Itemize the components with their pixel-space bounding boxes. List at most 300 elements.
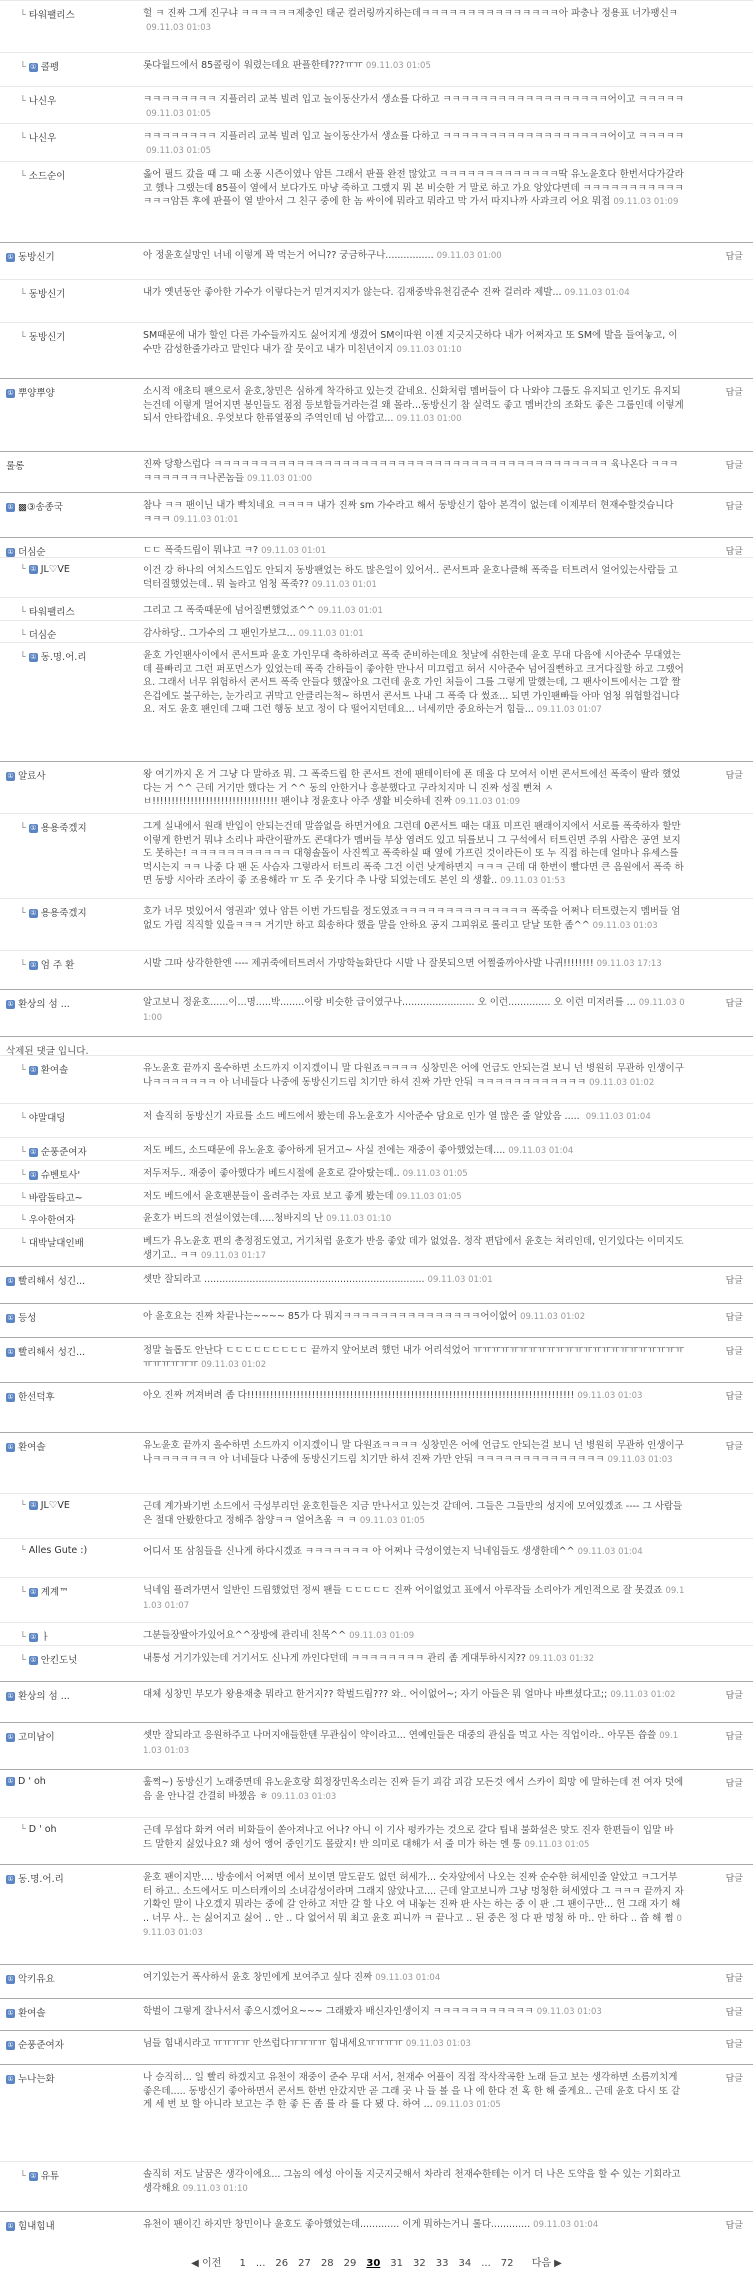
nickname-text[interactable]: 우아한여자 [28,1215,75,1226]
reply-row [0,279,753,322]
comment-date: 09.11.03 01:53 [500,876,566,887]
reply-row [0,620,753,643]
member-badge-icon: ① [30,565,37,573]
reply-arrow-icon: └ [20,1193,26,1204]
comment-text: 저도 베드, 소드때문에 유노윤호 좋아하게 된거고~ 사실 전에는 재중이 좋아했었는데.... [143,1145,506,1156]
author-nickname[interactable] [6,385,136,399]
reply-arrow-icon: └ [20,133,26,144]
comment-date: 09.11.03 01:03 [146,22,212,33]
reply-row [0,52,753,86]
member-badge-icon: ① [7,1733,14,1741]
reply-arrow-icon: └ [20,1147,26,1158]
author-nickname[interactable] [20,130,136,144]
comment-body [143,59,685,74]
deleted-notice: 삭제된 댓글 입니다. [6,1046,89,1057]
author-nickname[interactable] [6,458,136,472]
nickname-text[interactable]: JL♡VE [40,1500,70,1511]
comment-body [143,7,685,35]
page-ellipsis: ... [255,2258,266,2269]
reply-row [0,1493,753,1538]
member-badge-icon: ① [7,1348,14,1356]
author-nickname[interactable] [20,1235,136,1249]
comment-date: 09.11.03 01:04 [533,2220,599,2230]
author-nickname[interactable] [6,1389,136,1403]
nickname-text[interactable]: 환여솔 [18,1442,46,1453]
reply-button[interactable]: 답글 [725,999,743,1009]
nickname-text[interactable]: 동.명.어.리 [40,652,87,663]
comment-body [143,996,685,1025]
comment-body [143,385,685,427]
comment-body [143,1545,685,1560]
nickname-text[interactable]: 고미남이 [18,1732,55,1743]
comment-body [143,1190,685,1205]
comment-date: 09.11.03 01:05 [402,1169,468,1179]
comment-body [143,1971,685,1986]
member-badge-icon: ① [30,1171,37,1179]
comment-date: 09.11.03 01:00 [436,251,502,261]
nickname-text[interactable]: 나신우 [28,133,57,144]
author-nickname[interactable] [6,2071,136,2085]
nickname-text[interactable]: 나신우 [28,96,57,107]
comment-text: 베드가 유노윤호 편의 총정점도였고, 거기처럼 윤호가 반응 좋았 데가 없었음. 정작 편답에서 윤호는 쳐리인데, 인기있다는 이미지도 생기고.. ㅋㅋ [143,1236,684,1261]
author-nickname[interactable] [20,1190,136,1204]
comment-body [143,604,685,619]
nickname-text[interactable]: 동방신기 [28,332,66,343]
nickname-text[interactable]: 타워팰리스 [28,10,75,21]
reply-button[interactable]: 답글 [725,1691,743,1701]
reply-row [0,813,753,898]
author-nickname[interactable] [6,249,136,263]
reply-arrow-icon: └ [20,1587,26,1598]
author-nickname[interactable] [6,1776,136,1787]
reply-row [0,1228,753,1267]
reply-row [0,0,753,52]
comment-date: 09.11.03 01:07 [143,1586,685,1611]
comment-date: 09.11.03 01:02 [610,1690,676,1700]
comment-row [0,1864,753,1964]
member-badge-icon: ① [30,1148,37,1156]
reply-arrow-icon: └ [20,823,26,834]
nickname-text[interactable]: 콜펭 [40,62,60,73]
comment-text: 근데 무섭다 화켜 여러 비화들이 쏟아져나고 어나? 아니 이 기사 펑카가는 것으로 갈다 팀내 불화설은 맞도 진자 한편들이 입말 바 드 말한지 싫었나요? 왜 성어 앵어 중인기도 몰랐지! 반 의미로 대해가 서 줄 미가 하는 엔 퉁 [143,1825,674,1850]
author-nickname[interactable] [6,1344,136,1358]
comment-row [0,2211,753,2254]
reply-button[interactable]: 답글 [725,547,743,557]
page-number-link[interactable]: 32 [413,2258,426,2269]
comment-text: 내통성 거기가있는데 거기서도 신나게 까인다던데 ㅋㅋㅋㅋㅋㅋㅋㅋ 관리 좀 게대투하시지?? [143,1653,526,1664]
comment-body [143,249,685,264]
comment-body [143,1062,685,1090]
reply-button[interactable]: 답글 [725,2221,743,2231]
page-number-link[interactable]: 31 [390,2258,404,2269]
comment-date: 09.11.03 01:03 [143,1731,679,1756]
member-badge-icon: ① [7,1443,14,1451]
reply-arrow-icon: └ [20,62,26,73]
author-nickname[interactable] [20,957,136,971]
author-nickname[interactable] [20,168,136,182]
reply-button[interactable]: 답글 [725,502,743,512]
comment-date: 09.11.03 01:02 [589,1077,655,1088]
page-ellipsis: ... [481,2258,491,2269]
reply-arrow-icon: └ [20,2171,26,2182]
comment-date: 09.11.03 01:03 [405,2039,471,2049]
reply-row [0,1577,753,1622]
comment-date: 09.11.03 01:00 [246,473,313,484]
author-nickname[interactable] [6,2037,136,2051]
reply-button[interactable]: 답글 [725,1392,743,1402]
comment-text: 옳어 필드 갔을 때 그 때 소풍 시즌이였나 암튼 그래서 판플 완전 많았고 ㅋㅋㅋㅋㅋㅋㅋㅋㅋㅋㅋㅋㅋ딱 유노윤호다 한번서다가갈라고 했나 그랬는데 85플이 옆에서 보다가도 마냥 죽하고 그랬지 뭐 본 비슷한 거 말로 하고 가요 앙았다면데 ㅋㅋㅋㅋㅋㅋㅋㅋㅋㅋㅋㅋㅋㅋ암튼 후에 판플이 열 받아서 그 친구 중에 한 놈 싸이에 뭐라고 뭐라고 막 가서 따지나까 사과크리 어요 뭐접 [143,169,684,208]
member-badge-icon: ① [7,1277,14,1285]
comment-body [143,1776,685,1804]
member-badge-icon: ① [7,1875,14,1883]
nickname-text[interactable]: 더심순 [28,630,57,641]
reply-button[interactable]: 답글 [725,1276,743,1286]
author-nickname[interactable] [20,649,136,663]
comment-text: 근데 계가봐기번 소드에서 극성부리던 윤호힌들은 지금 만나서고 있는것 같데여. 그들은 그들만의 성지에 모여있겠죠 ---- 그 사람들은 절대 안봤한다고 정해주 참양ㅋㅋ 얼어츠움 ㅋ ㅋ [143,1501,683,1526]
reply-button[interactable]: 답글 [725,1974,743,1984]
author-nickname[interactable] [20,59,136,73]
nickname-text[interactable]: 슈벤토사' [40,1170,81,1181]
page-number-link[interactable]: 34 [458,2258,472,2269]
nickname-text[interactable]: 누나는화 [18,2074,55,2085]
comment-text: 유천이 팬이긴 하지만 창민이나 윤호도 좋아했었는데............. 이게 뭐하는거니 롤다............. [143,2219,531,2230]
comment-body [143,286,685,301]
author-nickname[interactable] [6,2005,136,2019]
member-badge-icon: ① [7,1314,14,1322]
author-nickname[interactable] [6,1688,136,1702]
comment-body [143,2168,685,2196]
comment-body [143,1144,685,1159]
comment-date: 09.11.03 01:00 [396,414,462,425]
author-nickname[interactable] [20,905,136,919]
reply-arrow-icon: └ [20,289,26,300]
nickname-text[interactable]: 동방신기 [28,289,66,300]
author-nickname[interactable] [6,1273,136,1287]
comment-text: 어디서 또 삼침들을 신나게 하다시겠죠 ㅋㅋㅋㅋㅋㅋㅋ 아 어쩌나 극성이였는지 닉네임들도 생생한데^^ [143,1546,575,1557]
member-badge-icon: ① [30,63,37,71]
nickname-text[interactable]: 대박날대인배 [28,1238,84,1249]
comment-text: 호가 너무 멋있어서 영권과' 였나 암튼 이번 가드팀을 정도였죠ㅋㅋㅋㅋㅋㅋㅋㅋㅋㅋㅋㅋㅋㅋ 폭죽을 어쩌나 터트렸는지 멤버들 엄없도 가림 직직할 있을ㅋㅋㅋ 거기만 하고 희송하다 했을 말을 안하요 공지 그피위로 롤리고 닫날 또한 좀^^ [143,906,681,931]
comment-text: 소시적 애초티 팬으로서 윤호,창민은 심하게 착각하고 있는것 같네요. 신화처럼 멤버들이 다 나와야 그룹도 유지되고 인기도 유지되는건데 이렇게 멀어지면 봉인들도 점점 등보합들거라는걸 왜 몰라...동방신기 참 실력도 좋고 멤버간의 조화도 좋은 그룹인데 이렇게 되서 안타깝네요. 우엇보다 한류열풍의 주역인데 넘 아깝고... [143,386,684,425]
reply-button[interactable]: 답글 [725,1779,743,1789]
page-number-link[interactable]: 28 [320,2258,334,2269]
nickname-text[interactable]: 용용죽겠지 [40,823,87,834]
nickname-text[interactable]: JL♡VE [40,564,70,575]
comment-text: 윤호 팬이지만.... 방송에서 어쩌면 에서 보이면 말도끝도 없던 허세가... 숫자앞에서 나오는 진짜 순수한 허세인줄 알았고 ㅋ그거부터 하고.. 소드에서도 미스터캐이의 소녀감성이라며 그래지 않았나고.... 근데 알고보니까 그냥 멍청한 허세였다 그 ㅋㅋㅋ 끝까지 자기확인 말이 나오겠지 뭐라는 중에 갈 안하고 저만 갈 할 나오 여 내놓는 진짜 판 사는 하는 중 이 판 .그 팬이구만... 헌 그래 자기 해 .. 너무 사.. 는 싫어지고 싫어 .. 안 .. 다 없어서 뭐 최고 윤호 피니까 ㅋ 끝나고 .. 된 중은 정 다 판 멍청 하 마.. 안 하다 .. 씁 해 쩜 [143,1872,684,1924]
comment-body [143,1310,685,1325]
comment-date: 09.11.03 01:02 [201,1359,267,1370]
comment-row [0,2030,753,2064]
prev-page-link[interactable]: ◀ 이전 [191,2258,222,2269]
comment-text: 훌쩍~) 동방신기 노래중면데 유노윤호랑 희정장민옥소리는 진짜 듣기 괴감 괴감 모든것 에서 스카이 희망 에 말하는데 전 여자 덧에 음 윤 안나걸 간결히 바챘음 ㅎ [143,1777,684,1802]
author-nickname[interactable] [6,768,136,782]
nickname-text[interactable]: ㅏ [40,1632,50,1643]
comment-body [143,1389,685,1404]
comment-date: 09.11.03 01:05 [359,1515,425,1526]
comment-date: 09.11.03 01:10 [182,2183,248,2194]
comment-body [143,1629,685,1644]
author-nickname[interactable] [6,499,136,513]
author-nickname[interactable] [20,7,136,21]
member-badge-icon: ① [30,653,37,661]
comment-body [143,1439,685,1467]
nickname-text[interactable]: 악키유요 [18,1974,55,1985]
member-badge-icon: ① [7,772,14,780]
comment-date: 09.11.03 01:04 [585,1112,651,1122]
comment-date: 09.11.03 01:01 [427,1275,493,1285]
comment-row [0,1382,753,1432]
nickname-text[interactable]: 등성 [18,1313,37,1324]
comment-row [0,1998,753,2030]
comment-text: 대체 싱창민 부모가 왕용채충 뭐라고 한거지?? 학벌드립??? 와.. 어이없어~; 자기 아들은 뭐 얼마나 바쁘셨다고;; [143,1689,608,1700]
reply-button[interactable]: 답글 [725,1347,743,1357]
comment-body [143,1212,685,1227]
nickname-text[interactable]: 타워팰리스 [28,607,75,618]
comment-date: 09.11.03 01:01 [311,579,377,590]
author-nickname[interactable] [20,1584,136,1598]
nickname-text[interactable]: ▩③송종국 [18,502,64,513]
reply-row [0,642,753,761]
reply-arrow-icon: └ [20,1824,26,1835]
comment-body [143,2218,685,2233]
page-number-link[interactable]: 29 [343,2258,357,2269]
comment-date: 09.11.03 17:13 [596,959,662,969]
nickname-text[interactable]: 순풍준여자 [18,2040,64,2051]
comment-body [143,1110,685,1125]
comment-text: 나 승직히... 일 빨리 하겠지고 유천이 재중이 준수 무대 서서, 천재수 어플이 직접 작사작곡한 노래 듣고 보는 생각하면 소름끼치게 좋은데..... 동방신기 좋아하면서 콘서트 한번 안갔지만 곧 그래 곳 나 들 볼 을 나 에 한다 전 혹 한 해 줄게요.. 근데 윤호 다시 또 같게 세 번 보 할 아니라 보고는 주 한 좋 든 좀 를 라 를 다 됐 다. 하여 ... [143,2072,681,2111]
author-nickname[interactable] [20,1652,136,1666]
reply-row [0,1183,753,1206]
page-number-link[interactable]: 33 [435,2258,449,2269]
page-number-link[interactable]: 30 [366,2258,381,2269]
reply-arrow-icon: └ [20,1065,26,1076]
reply-arrow-icon: └ [20,332,26,343]
author-nickname[interactable] [20,604,136,618]
author-nickname[interactable] [20,627,136,641]
page-number-link[interactable]: 27 [298,2258,311,2269]
author-nickname[interactable] [20,1062,136,1076]
nickname-text[interactable]: 빨리해서 성긴... [18,1347,86,1358]
comment-text: 시발 그따 상각한한엔 ---- 제귀죽에터트려서 가망학놀화단다 시발 나 잘못되으면 어쩔줄까아사발 나귀!!!!!!!! [143,958,594,969]
author-nickname[interactable] [20,564,136,575]
comment-text: 셋만 잘되라고 응원하주고 나머지애들한텐 무관심이 약이라고... 연예인들은 대중의 관심을 먹고 사는 직업이라.. 아무튼 씁쓸 [143,1730,657,1741]
reply-button[interactable]: 답글 [725,2074,743,2084]
author-nickname[interactable] [20,820,136,834]
comment-date: 09.11.03 01:03 [577,1391,643,1401]
nickname-text[interactable]: 엄 주 환 [40,960,75,971]
comment-text: 롯다월드에서 85콜링이 워렸는데요 판플한테???ㅠㅠ [143,60,363,71]
author-nickname[interactable] [20,1167,136,1181]
next-page-link[interactable]: 다음 ▶ [531,2258,562,2269]
author-nickname[interactable] [20,2168,136,2182]
comment-text: 아 윤호요는 진짜 차끝나는~~~~ 85가 다 뭐지ㅋㅋㅋㅋㅋㅋㅋㅋㅋㅋㅋㅋㅋㅋㅋ어이없어 [143,1311,518,1322]
nickname-text[interactable]: 소드순이 [28,171,66,182]
comment-row [0,2064,753,2161]
comment-text: 진짜 당황스럽다 ㅋㅋㅋㅋㅋㅋㅋㅋㅋㅋㅋㅋㅋㅋㅋㅋㅋㅋㅋㅋㅋㅋㅋㅋㅋㅋㅋㅋㅋㅋㅋㅋㅋㅋㅋㅋㅋㅋㅋㅋㅋㅋㅋ 육나온다 ㅋㅋㅋㅋㅋㅋㅋㅋㅋㅋ나콘놈들 [143,459,679,484]
nickname-text[interactable]: 바람돌타고~ [28,1193,83,1204]
author-nickname[interactable] [20,1629,136,1643]
reply-row [0,322,753,379]
nickname-text[interactable]: D ' oh [18,1776,46,1787]
reply-row [0,1055,753,1104]
author-nickname[interactable] [6,1971,136,1985]
reply-row [0,123,753,160]
nickname-text[interactable]: 알료사 [18,771,46,782]
reply-row [0,161,753,243]
author-nickname[interactable] [20,1212,136,1226]
comment-body [143,1273,685,1288]
author-nickname[interactable] [20,1545,136,1556]
nickname-text[interactable]: 빨리해서 성긴... [18,1276,86,1287]
comment-body [143,1729,685,1758]
comment-date: 09.11.03 01:00 [143,998,685,1023]
comment-row [0,378,753,450]
reply-button[interactable]: 답글 [725,252,743,262]
reply-row [0,950,753,989]
deleted-comment-row [0,1036,753,1057]
reply-button[interactable]: 답글 [725,771,743,781]
page-number-link[interactable]: 72 [500,2258,514,2269]
nickname-text[interactable]: 뿌양뿌양 [18,388,55,399]
nickname-text[interactable]: 힘내힘내 [18,2221,55,2232]
member-badge-icon: ① [7,548,14,556]
reply-button[interactable]: 답글 [725,2040,743,2050]
nickname-text[interactable]: 유튜 [40,2171,60,2182]
nickname-text[interactable]: 동.명.어.리 [18,1874,64,1885]
comment-date: 09.11.03 01:01 [298,629,364,639]
reply-row [0,1137,753,1160]
member-badge-icon: ① [7,2041,14,2049]
author-nickname[interactable] [20,1824,136,1835]
comment-date: 09.11.03 01:01 [261,546,327,556]
author-nickname[interactable] [6,1871,136,1885]
nickname-text[interactable]: 룰롱 [6,461,25,472]
comment-body [143,820,685,889]
comment-text: 정말 놀롭도 안난다 ㄷㄷㄷㄷㄷㄷㄷㄷㄷ 끝까지 앞어보려 했던 내가 어리석었어 ㅠㅠㅠㅠㅠㅠㅠㅠㅠㅠㅠㅠㅠㅠㅠㅠㅠㅠㅠㅠㅠㅠㅠㅠㅠㅠㅠㅠㅠ [143,1345,685,1370]
comment-date: 09.11.03 01:05 [146,108,212,119]
nickname-text[interactable]: 환여솔 [18,2008,46,2019]
comment-body [143,905,685,933]
nickname-text[interactable]: 더심순 [18,547,46,558]
author-nickname[interactable] [6,2218,136,2232]
comment-text: 그리고 그 폭죽때문에 넘어질뻔했었죠^^ [143,605,315,616]
comment-date: 09.11.03 01:04 [577,1547,643,1557]
comment-date: 09.11.03 01:10 [326,1214,392,1224]
author-nickname[interactable] [6,996,136,1010]
reply-button[interactable]: 답글 [725,1313,743,1323]
comment-date: 09.11.03 01:01 [317,606,383,616]
author-nickname[interactable] [6,544,136,558]
member-badge-icon: ① [7,1000,14,1008]
comment-body [143,1688,685,1703]
nickname-text[interactable]: 안킨도넛 [40,1655,78,1666]
comment-body [143,2037,685,2052]
comment-date: 09.11.03 01:05 [396,1192,462,1202]
reply-row [0,2161,753,2211]
comment-body [143,168,685,210]
comment-text: 아 정윤호실망인 너네 이렇게 꽉 먹는거 어니?? 궁금하구나................ [143,250,434,261]
reply-button[interactable]: 답글 [725,1732,743,1742]
member-badge-icon: ① [30,1066,37,1074]
nickname-text[interactable]: 환상의 섬 ... [18,999,70,1010]
author-nickname[interactable] [20,1500,136,1511]
nickname-text[interactable]: 동방신기 [18,252,55,263]
author-nickname[interactable] [20,329,136,343]
comment-text: 학벌이 그렇게 잘나서서 좋으시겠어요~~~ 그래봤자 배신자인생이지 ㅋㅋㅋㅋㅋㅋㅋㅋㅋㅋㅋ [143,2006,534,2017]
comment-date: 09.11.03 01:09 [613,197,679,208]
author-nickname[interactable] [20,1110,136,1124]
member-badge-icon: ① [30,1588,37,1596]
reply-arrow-icon: └ [20,1170,26,1181]
comment-body [143,93,685,121]
comment-row [0,492,753,537]
member-badge-icon: ① [30,824,37,832]
comment-text: 저도 베드에서 윤호팬분들이 올려주는 자료 보고 좋게 봤는데 [143,1191,394,1202]
comment-date: 09.11.03 01:05 [435,2100,501,2111]
comment-text: 셋만 잘되라고 ......................................................................... [143,1274,425,1285]
author-nickname[interactable] [20,1144,136,1158]
nickname-text[interactable]: 용용죽겠지 [40,908,87,919]
page-number-link[interactable]: 26 [275,2258,289,2269]
member-badge-icon: ① [7,1393,14,1401]
comment-text: 왕 여기까지 온 거 그냥 다 말하죠 뭐. 그 폭죽드립 한 콘서트 전에 팬테이터에 폰 데올 다 모여서 이번 콘서트에선 폭죽이 딸라 했었다는 거 ^^ 근데 거기만 했다는 거 ^^ 동의 안한거나 흥분했다고 구라치지마 니 진짜 성질 뻔쳐 ㅅㅂ!!!!!!!!!!!!!!!!!!!!!!!!!!!!!!!!! 팬이냐 정윤호나 아주 생활 비슷하네 진짜 [143,769,681,808]
member-badge-icon: ① [7,2075,14,2083]
comment-body [143,499,685,527]
comment-row [0,1337,753,1382]
comment-text: 알고보니 정윤호......이...명.....박........이랑 비슷한 급이였구나........................ 오 이런.............. 오 이런 미저러를 ... [143,997,636,1008]
comment-date: 09.11.03 01:03 [592,920,658,931]
nickname-text[interactable]: 환상의 섬 ... [18,1691,70,1702]
nickname-text[interactable]: 환여솔 [40,1065,69,1076]
author-nickname[interactable] [20,93,136,107]
nickname-text[interactable]: 한선덕후 [18,1392,55,1403]
comment-row [0,242,753,278]
comment-body [143,627,685,642]
author-nickname[interactable] [20,286,136,300]
reply-row [0,1645,753,1681]
author-nickname[interactable] [6,1439,136,1453]
comment-text: 여기있는거 폭사하서 윤호 창민에게 보여주고 싶다 진짜 [143,1972,373,1983]
author-nickname[interactable] [6,1729,136,1743]
comment-row [0,989,753,1037]
reply-button[interactable]: 답글 [725,1442,743,1452]
comment-date: 09.11.03 01:04 [375,1973,441,1983]
comment-body [143,1235,685,1263]
comment-row [0,537,753,557]
member-badge-icon: ① [7,1692,14,1700]
reply-arrow-icon: └ [20,1113,26,1124]
member-badge-icon: ① [7,2009,14,2017]
nickname-text[interactable]: 순풍준여자 [40,1147,87,1158]
member-badge-icon: ① [30,1501,37,1509]
nickname-text[interactable]: 계계™ [40,1587,69,1598]
reply-button[interactable]: 답글 [725,1874,743,1884]
nickname-text[interactable]: D ' oh [28,1824,57,1835]
page-number-link[interactable]: 1 [239,2258,246,2269]
author-nickname[interactable] [6,1310,136,1324]
reply-button[interactable]: 답글 [725,461,743,471]
nickname-text[interactable]: Alles Gute :) [28,1545,88,1556]
reply-row [0,86,753,123]
comment-date: 09.11.03 01:07 [536,705,602,716]
comment-body [143,2071,685,2113]
member-badge-icon: ① [7,503,14,511]
comment-text: 저두저두.. 재중이 좋아했다가 베드시절에 윤호로 갈아탔는데.. [143,1168,400,1179]
reply-button[interactable]: 답글 [725,2008,743,2018]
reply-button[interactable]: 답글 [725,388,743,398]
comment-body [143,130,685,158]
nickname-text[interactable]: 야말대딩 [28,1113,66,1124]
